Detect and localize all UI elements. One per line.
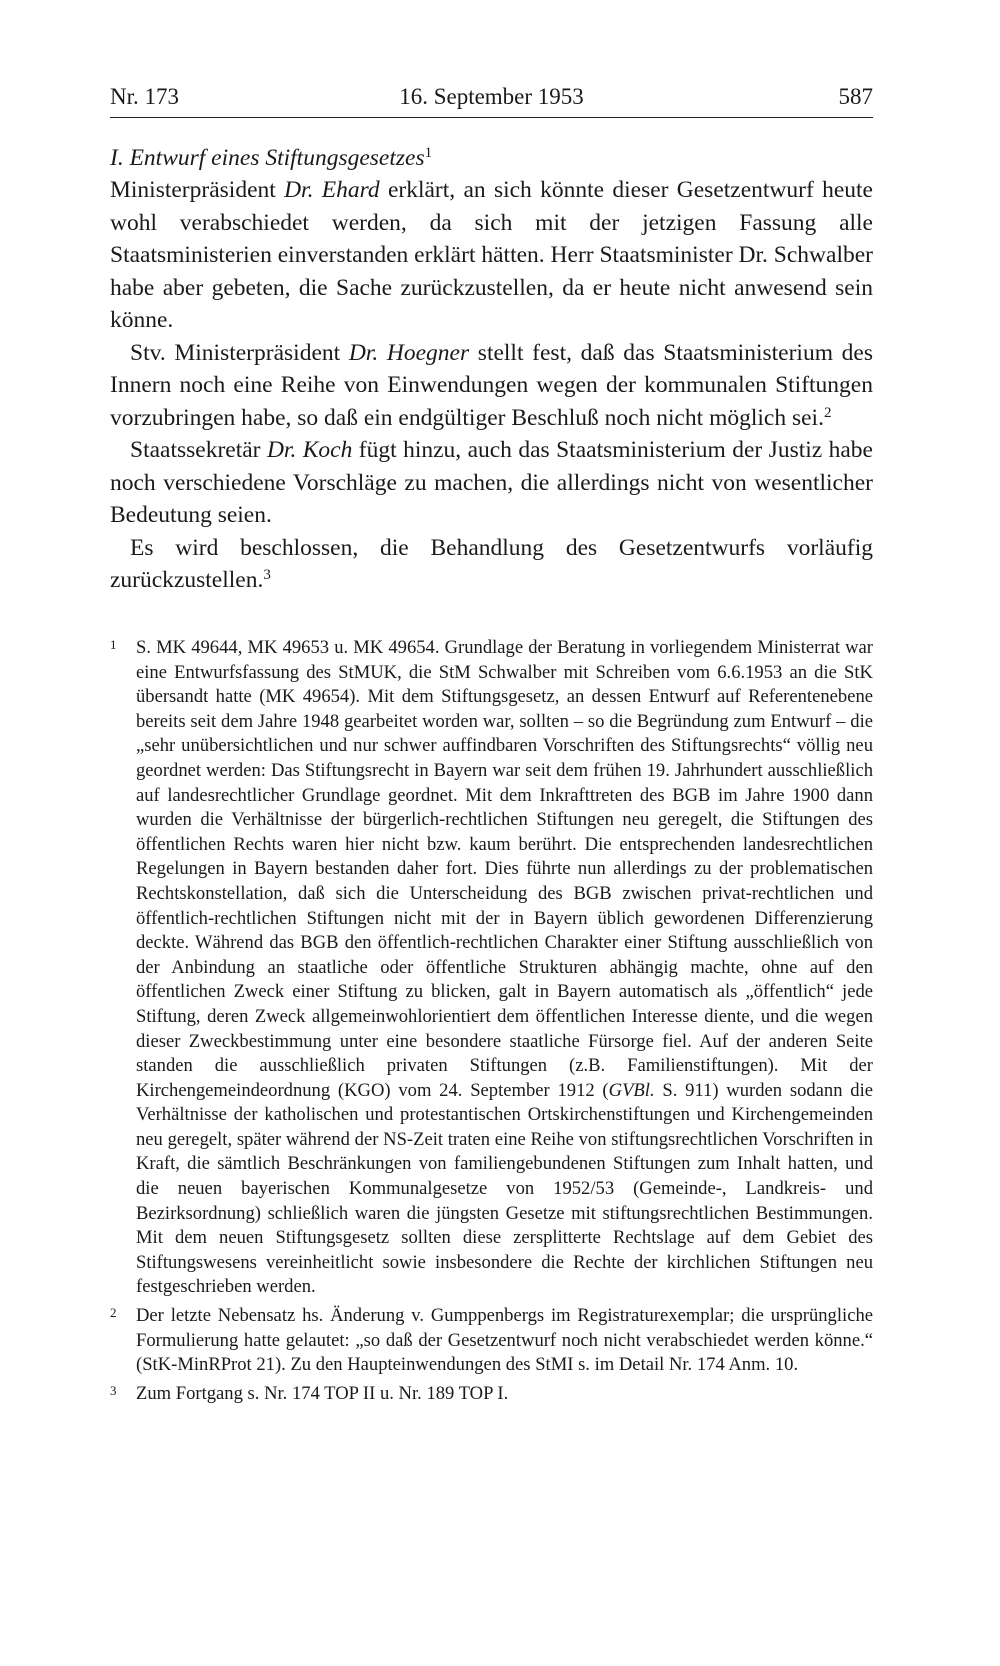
paragraph-text: erklärt, an sich könnte dieser Gesetzentwurf heute wohl verabschiedet werden, da sich mit der jetzigen Fassung alle Staatsministerien einverstanden erklärt hätten. Herr Staatsminister Dr. Schwalber habe aber gebeten, die Sache zurückzustellen, da er heute nicht anwesend sein könne. — [110, 177, 873, 333]
footnote-text: S. 911) wurden sodann die Verhältnisse der katholischen und protestantischen Ortskirchenstiftungen und Kirchengemeinden neu geregelt, später während der NS-Zeit traten eine Reihe von stiftungsrechtlichen Vorschriften in Kraft, die sämtlich Beschränkungen von familiengebundenen Stiftungen zum Inhalt hatten, und die neuen bayerischen Kommunalgesetze von 1952/53 (Gemeinde-, Landkreis- und Bezirksordnung) schließlich waren die jüngsten Gesetze mit stiftungsrechtlichen Bestimmungen. Mit dem neuen Stiftungsgesetz sollten diese zersplitterte Rechtslage auf dem Gebiet des Stiftungswesens vereinheitlicht sowie insbesondere die Rechte der kirchlichen Stiftungen neu festgeschrieben werden. — [136, 1079, 874, 1298]
footnote-number: 3 — [110, 1382, 117, 1398]
speaker-name: Dr. Koch — [266, 437, 353, 463]
footnote-ref-3[interactable]: 3 — [263, 567, 271, 583]
footnote-italic: GVBl. — [608, 1079, 655, 1101]
speaker-name: Dr. Ehard — [284, 177, 380, 203]
footnote-text: S. MK 49644, MK 49653 u. MK 49654. Grundlage der Beratung in vorliegendem Ministerrat war eine Entwurfsfassung des StMUK, die StM Schwalber mit Schreiben vom 6.6.1953 an die StK übersandt hatte (MK 49654). Mit dem Stiftungsgesetz, an dessen Entwurf auf Referentenebene bereits seit dem Jahre 1948 gearbeitet worden war, sollten – so die Begründung zum Entwurf – die „sehr unübersichtlichen und nur schwer auffindbaren Vorschriften des Stiftungsrechts“ völlig neu geordnet werden: Das Stiftungsrecht in Bayern war seit dem frühen 19. Jahrhundert ausschließlich auf landesrechtlicher Grundlage geordnet. Mit dem Inkrafttreten des BGB im Jahre 1900 dann wurden die Verhältnisse der bürgerlich-rechtlichen Stiftungen neu geregelt, die Stiftungen des öffentlichen Rechts waren hier nicht bzw. kaum berührt. Die entsprechenden landesrechtlichen Regelungen in Bayern bestanden daher fort. Dies führte nun allerdings zu der problematischen Rechtskonstellation, daß sich die Unterscheidung des BGB zwischen privat-rechtlichen und öffentlich-rechtlichen Stiftungen nicht mit der in Bayern üblich gewordenen Differenzierung deckte. Während das BGB den öffentlich-rechtlichen Charakter einer Stiftung ausschließlich von der Anbindung an staatliche oder öffentliche Strukturen abhängig machte, ohne auf den öffentlichen Zweck einer Stiftung zu blicken, galt in Bayern automatisch als „öffentlich“ jede Stiftung, deren Zweck allgemeinwohlorientiert dem öffentlichen Interesse diente, und die wegen dieser Zweckbestimmung unter eine besondere staatliche Fürsorge fiel. Auf der anderen Seite standen die ausschließlich privaten Stiftungen (z.B. Familienstiftungen). Mit der Kirchengemeindeordnung (KGO) vom 24. September 1912 ( — [136, 637, 873, 1101]
document-number: Nr. 173 — [110, 84, 179, 109]
body-text — [110, 174, 873, 597]
paragraph-text: Ministerpräsident — [110, 177, 285, 203]
paragraph-text: fügt hinzu, auch das Staatsministerium der Justiz habe noch verschiedene Vorschläge zu machen, die allerdings nicht von wesentlicher Bedeutung seien. — [110, 437, 873, 528]
footnote-3 — [110, 1382, 873, 1407]
footnote-2 — [110, 1304, 873, 1378]
footnote-1 — [110, 636, 873, 1300]
document-date: 16. September 1953 — [399, 84, 584, 109]
paragraph-resolution — [110, 532, 873, 597]
paragraph-text: Staatssekretär — [130, 437, 267, 463]
page-number: 587 — [838, 84, 873, 109]
footnote-text: Der letzte Nebensatz hs. Änderung v. Gumppenbergs im Registraturexemplar; die ursprüngliche Formulierung hatte gelautet: „so daß der Gesetzentwurf noch nicht verabschiedet werden könne.“ (StK-MinRProt 21). Zu den Haupteinwendungen des StMI s. im Detail Nr. 174 Anm. 10. — [136, 1305, 873, 1376]
footnotes — [110, 636, 873, 1410]
paragraph-text: Stv. Ministerpräsident — [130, 339, 349, 366]
footnote-ref-2[interactable]: 2 — [823, 404, 832, 421]
paragraph — [110, 174, 873, 337]
paragraph — [110, 434, 873, 532]
footnote-number: 1 — [110, 637, 117, 652]
section-heading-text: I. Entwurf eines Stiftungsgesetzes — [110, 145, 425, 171]
running-head — [110, 80, 873, 114]
speaker-name: Dr. Hoegner — [348, 339, 470, 366]
header-rule — [110, 117, 873, 118]
footnote-number: 2 — [110, 1305, 117, 1321]
paragraph-text: Es wird beschlossen, die Behandlung des Gesetzentwurfs vorläufig zurückzustellen. — [110, 534, 873, 593]
footnote-ref-1[interactable]: 1 — [424, 145, 433, 161]
footnote-text: Zum Fortgang s. Nr. 174 TOP II u. Nr. 189 TOP I. — [136, 1382, 509, 1404]
section-heading — [110, 142, 432, 174]
paragraph — [110, 337, 873, 435]
paragraph-text: stellt fest, daß das Staatsministerium des Innern noch eine Reihe von Einwendungen wegen der kommunalen Stiftungen vorzubringen habe, so daß ein endgültiger Beschluß noch nicht möglich sei. — [110, 339, 873, 431]
